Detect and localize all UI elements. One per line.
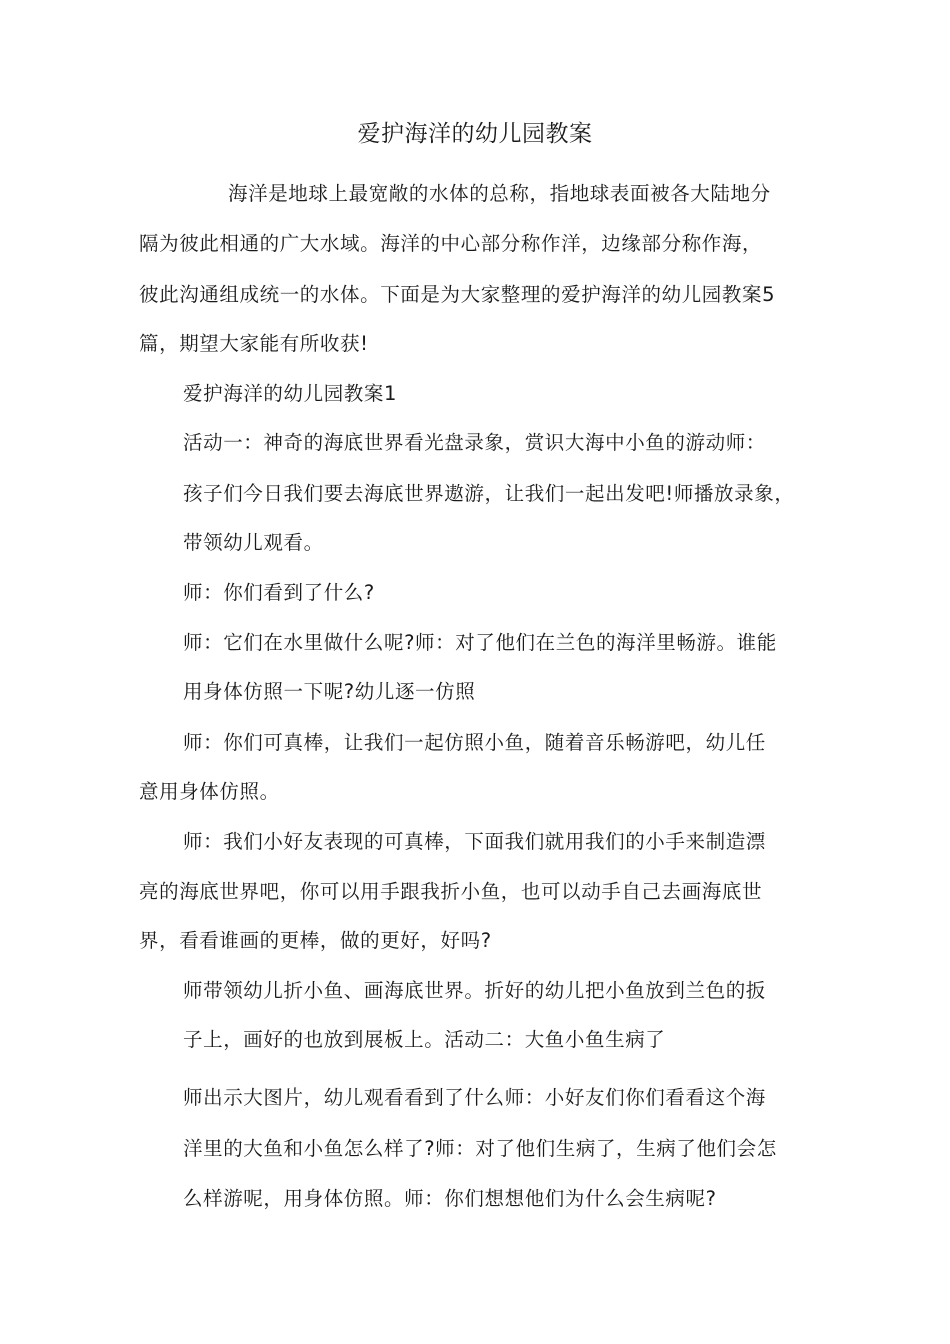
paragraph-line: 师出示大图片，幼儿观看看到了什么师：小好友们你们看看这个海 — [183, 1086, 766, 1109]
paragraph-line: 师带领幼儿折小鱼、画海底世界。折好的幼儿把小鱼放到兰色的扳 — [183, 979, 766, 1002]
paragraph-line: 用身体仿照一下呢?幼儿逐一仿照 — [183, 680, 476, 703]
document-title: 爱护海洋的幼儿园教案 — [357, 121, 593, 147]
paragraph-line: 彼此沟通组成统一的水体。下面是为大家整理的爱护海洋的幼儿园教案5 — [139, 283, 776, 306]
paragraph-line: 海洋是地球上最宽敞的水体的总称，指地球表面被各大陆地分 — [228, 182, 771, 205]
paragraph-line: 活动一：神奇的海底世界看光盘录象，赏识大海中小鱼的游动师： — [183, 431, 766, 454]
paragraph-line: 师：我们小好友表现的可真棒，下面我们就用我们的小手来制造漂 — [183, 830, 766, 853]
paragraph-line: 孩子们今日我们要去海底世界遨游，让我们一起出发吧!师播放录象， — [183, 482, 795, 505]
paragraph-line: 么样游呢，用身体仿照。师：你们想想他们为什么会生病呢? — [183, 1187, 717, 1210]
paragraph-line: 带领幼儿观看。 — [183, 531, 324, 554]
paragraph-line: 篇，期望大家能有所收获! — [139, 332, 369, 355]
paragraph-line: 意用身体仿照。 — [139, 780, 280, 803]
paragraph-line: 亮的海底世界吧，你可以用手跟我折小鱼，也可以动手自己去画海底世 — [139, 880, 763, 903]
paragraph-line: 隔为彼此相通的广大水域。海洋的中心部分称作洋，边缘部分称作海， — [139, 232, 763, 255]
paragraph-line: 界，看看谁画的更棒，做的更好，好吗? — [139, 929, 492, 952]
paragraph-line: 师：你们可真棒，让我们一起仿照小鱼，随着音乐畅游吧，幼儿任 — [183, 731, 766, 754]
section-heading: 爱护海洋的幼儿园教案1 — [183, 382, 398, 405]
paragraph-line: 洋里的大鱼和小鱼怎么样了?师：对了他们生病了，生病了他们会怎 — [183, 1137, 777, 1160]
paragraph-line: 师：你们看到了什么? — [183, 581, 375, 604]
paragraph-line: 子上，画好的也放到展板上。活动二：大鱼小鱼生病了 — [183, 1028, 666, 1051]
paragraph-line: 师：它们在水里做什么呢?师：对了他们在兰色的海洋里畅游。谁能 — [183, 631, 777, 654]
